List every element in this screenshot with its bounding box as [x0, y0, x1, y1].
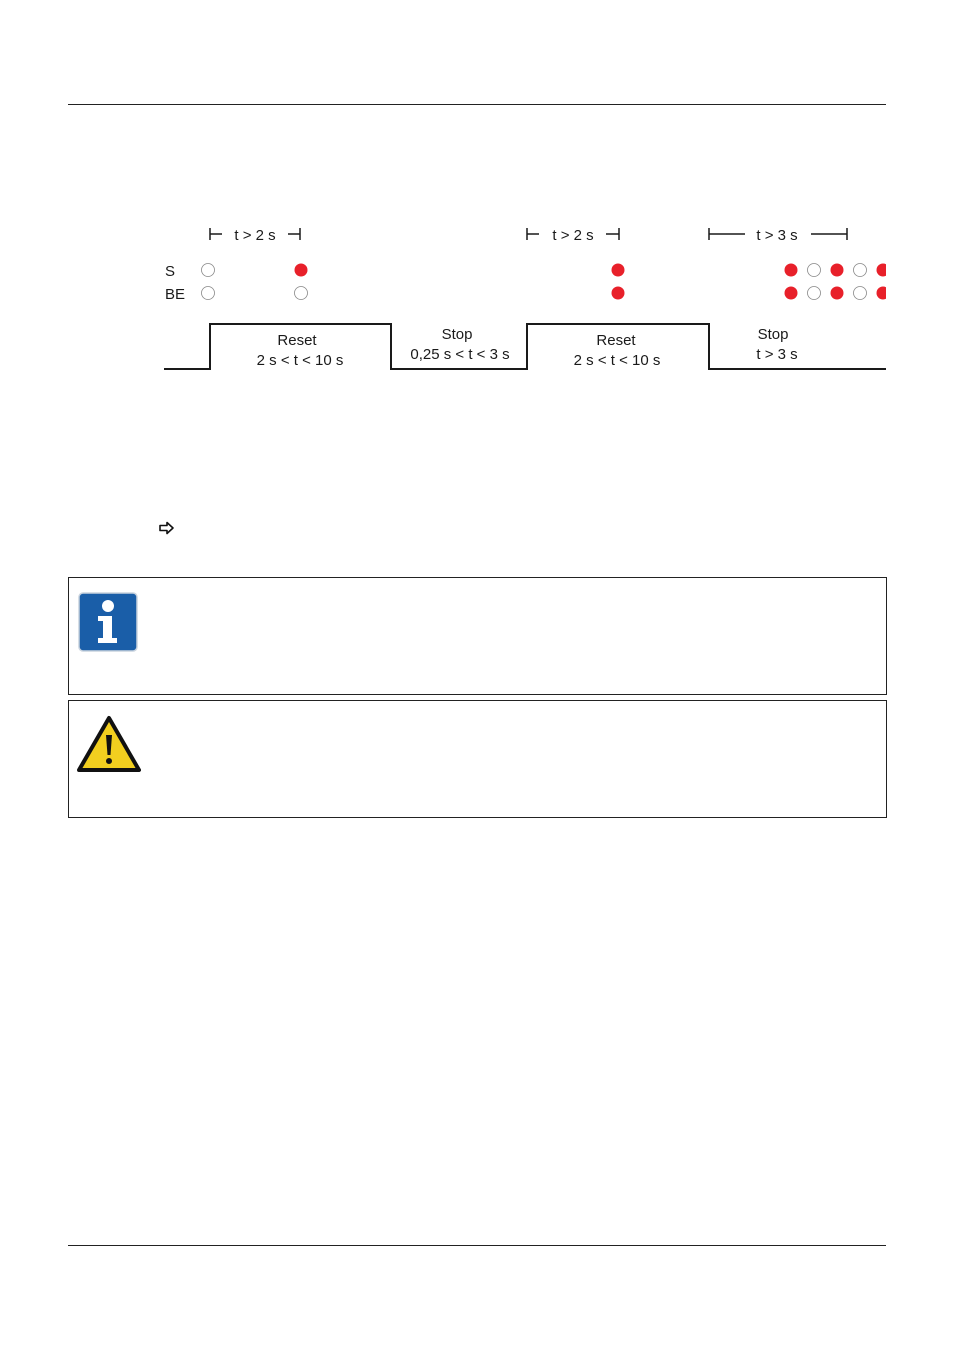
phase-title: Stop [757, 326, 789, 343]
led-be-off [295, 287, 308, 300]
row-label-s: S [165, 263, 176, 280]
led-be-off [808, 287, 821, 300]
led-be-on [877, 287, 887, 300]
timing-diagram [0, 0, 886, 400]
phase-condition: 0,25 s < t < 3 s [410, 346, 510, 363]
info-icon [78, 592, 138, 652]
bracket-label: t > 2 s [234, 227, 276, 244]
led-s-off [854, 264, 867, 277]
led-be-on [612, 287, 625, 300]
led-s-on [831, 264, 844, 277]
phase-title: Stop [441, 326, 473, 343]
led-be-on [785, 287, 798, 300]
phase-title: Reset [596, 332, 636, 349]
led-s-on [295, 264, 308, 277]
bracket-label: t > 3 s [756, 227, 798, 244]
arrow-right-icon [159, 521, 175, 535]
info-note-box [68, 577, 887, 695]
led-s-off [202, 264, 215, 277]
bracket-label: t > 2 s [552, 227, 594, 244]
led-s-on [612, 264, 625, 277]
led-be-off [202, 287, 215, 300]
led-s-on [785, 264, 798, 277]
footer-rule [68, 1245, 886, 1246]
phase-title: Reset [277, 332, 317, 349]
warning-note-box [68, 700, 887, 818]
led-be-on [831, 287, 844, 300]
phase-condition: 2 s < t < 10 s [256, 352, 344, 369]
led-s-off [808, 264, 821, 277]
led-s-on [877, 264, 887, 277]
warning-icon [77, 715, 141, 773]
bracket-lines [210, 228, 847, 240]
phase-condition: t > 3 s [756, 346, 798, 363]
led-be-off [854, 287, 867, 300]
phase-condition: 2 s < t < 10 s [573, 352, 661, 369]
row-label-be: BE [165, 286, 186, 303]
